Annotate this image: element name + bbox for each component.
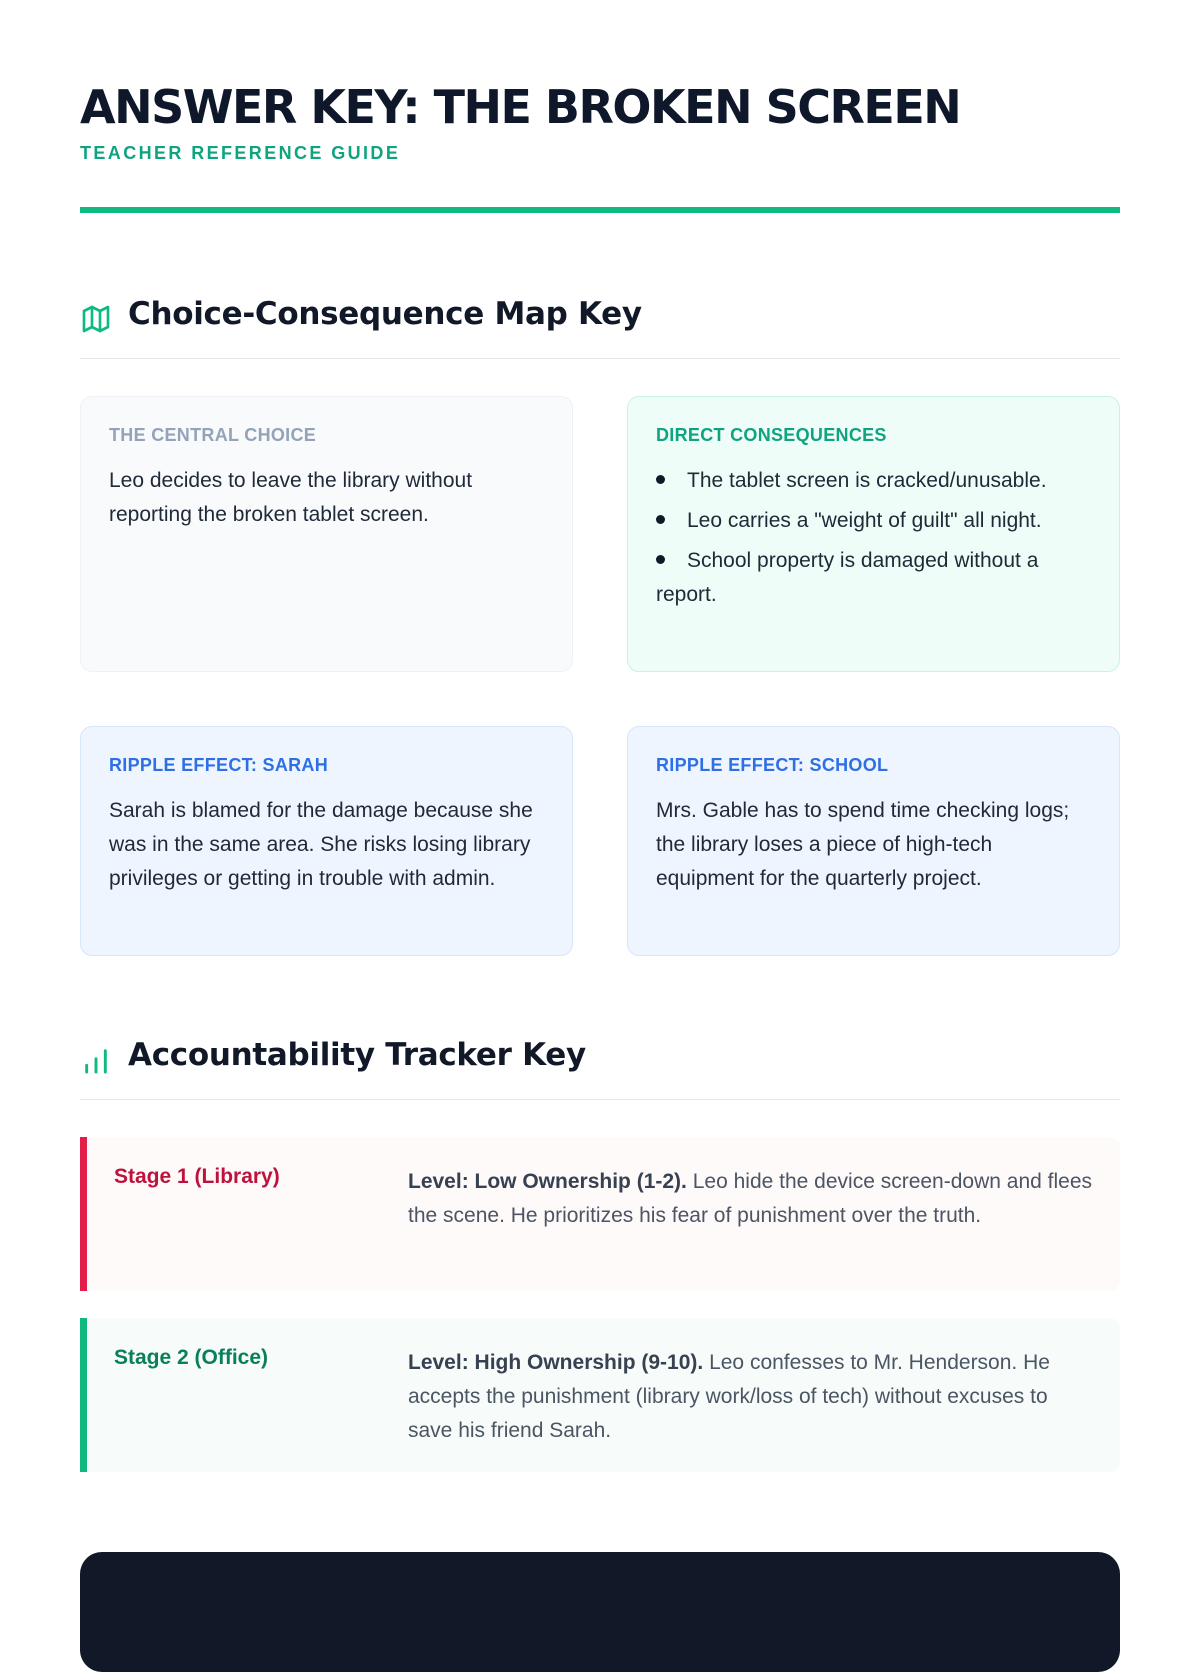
stage-text: Leo confesses to Mr. Henderson. He accepts the punishment (library work/loss of tech) without excuses to save his friend Sarah. [408, 1351, 1050, 1442]
bullet-icon [656, 475, 665, 484]
bar-chart-icon [80, 1044, 112, 1076]
consequence-list [656, 464, 1091, 612]
stage-name: Stage 2 (Office) [114, 1346, 269, 1369]
list-item: School property is damaged without a report. [656, 549, 1039, 606]
ripple-school-text: Mrs. Gable has to spend time checking logs; the library loses a piece of high-tech equipment for the quarterly project. [656, 799, 1070, 890]
map-section-heading: Choice-Consequence Map Key [128, 296, 642, 332]
central-choice-label: THE CENTRAL CHOICE [109, 425, 317, 445]
central-choice-card [80, 396, 573, 672]
stage-description [408, 1165, 1094, 1233]
page-subtitle: TEACHER REFERENCE GUIDE [80, 143, 401, 163]
stage-description [408, 1346, 1094, 1448]
ripple-sarah-label: RIPPLE EFFECT: SARAH [109, 755, 329, 775]
list-item: The tablet screen is cracked/unusable. [656, 464, 1091, 498]
stage-level: Level: Low Ownership (1-2). [408, 1170, 687, 1193]
title-divider [80, 207, 1120, 213]
ripple-sarah-text: Sarah is blamed for the damage because she was in the same area. She risks losing library privileges or getting in trouble with admin. [109, 799, 533, 890]
ripple-school-label: RIPPLE EFFECT: SCHOOL [656, 755, 889, 775]
stage-text: Leo hide the device screen-down and flees the scene. He prioritizes his fear of punishment over the truth. [408, 1170, 1093, 1227]
stage-row [80, 1318, 1120, 1472]
stage-accent-bar [80, 1137, 87, 1291]
stage-accent-bar [80, 1318, 87, 1472]
footer-panel [80, 1552, 1120, 1672]
stage-name: Stage 1 (Library) [114, 1165, 280, 1188]
tracker-section-header [80, 1037, 1120, 1100]
list-item: Leo carries a "weight of guilt" all night. [656, 504, 1091, 538]
ripple-sarah-card [80, 726, 573, 956]
stage-row [80, 1137, 1120, 1291]
stage-level: Level: High Ownership (9-10). [408, 1351, 704, 1374]
map-section-header [80, 296, 1120, 359]
direct-consequences-card [627, 396, 1120, 672]
page-title: ANSWER KEY: THE BROKEN SCREEN [80, 80, 961, 134]
bullet-icon [656, 555, 665, 564]
map-icon [80, 303, 112, 335]
central-choice-text: Leo decides to leave the library without reporting the broken tablet screen. [109, 469, 473, 526]
direct-consequences-label: DIRECT CONSEQUENCES [656, 425, 887, 445]
ripple-school-card [627, 726, 1120, 956]
bullet-icon [656, 515, 665, 524]
tracker-section-heading: Accountability Tracker Key [128, 1037, 586, 1073]
